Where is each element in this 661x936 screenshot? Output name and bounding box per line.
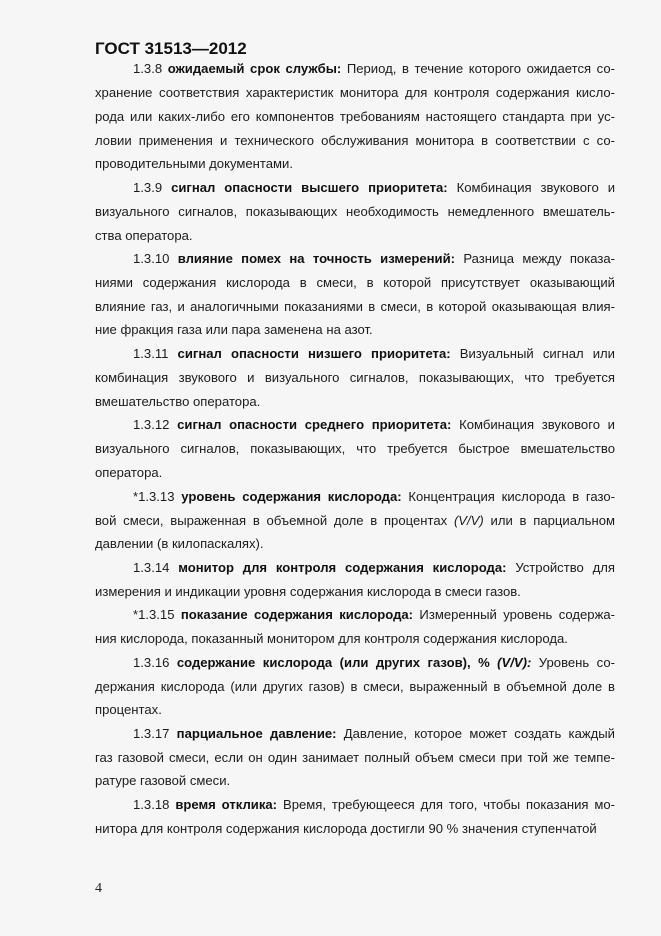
section-first-line [133,251,615,267]
section-first-line [133,797,615,813]
section-first-line [133,180,615,196]
section-text-line: комбинация звукового и визуального сигналов, показывающих, что требуется [95,370,615,385]
section-text-line: оператора. [95,465,163,480]
section-text-line: ние фракция газа или пара заменена на азот. [95,322,373,337]
section-number: 1.3.8 [133,61,163,76]
section-term: сигнал опасности среднего приоритета: [177,417,452,432]
section-number: 1.3.11 [133,346,169,361]
section-term: показание содержания кислорода: [180,607,414,622]
section-text-line: газ газовой смеси, если он один занимает полный объем смеси при той же темпе- [95,750,615,765]
section-term: влияние помех на точность измерений: [177,251,455,266]
section-number: 1.3.17 [133,726,170,741]
section-number: 1.3.9 [133,180,163,195]
section-number: *1.3.15 [133,607,175,622]
section-text-line: ниями содержания кислорода в смеси, в которой присутствует оказывающий [95,275,615,290]
section-text-line: хранение соответствия характеристик монитора для контроля содержания кисло- [95,85,615,100]
section-text: Измеренный уровень содержа- [419,607,615,622]
section-text: вой смеси, выраженная в объемной доле в процентах [95,513,448,528]
section-first-line [133,489,615,505]
section-term: уровень содержания кислорода: [181,489,402,504]
section-first-line [133,607,615,623]
section-text: Время, требующееся для того, чтобы показания мо- [282,797,616,812]
section-text: Период, в течение которого ожидается со- [346,61,615,76]
section-number: *1.3.13 [133,489,175,504]
section-text-line: давлении (в килопаскалях). [95,536,264,551]
section-text-line: визуального сигналов, показывающих, что требуется быстрое вмешательство [95,441,615,456]
section-text: Устройство для [515,560,616,575]
section-number: 1.3.14 [133,560,170,575]
section-text-line: ловии применения и технического обслуживания монитора в соответствии с со- [95,133,615,148]
section-term: сигнал опасности низшего приоритета: [177,346,451,361]
page-number: 4 [95,881,102,896]
section-number: 1.3.16 [133,655,170,670]
section-text: Давление, которое может создать каждый [343,726,615,741]
section-text: Комбинация звукового и [456,180,616,195]
section-text-line: процентах. [95,702,162,717]
section-term: парциальное давление: [176,726,337,741]
section-first-line [133,61,615,77]
page-header-standard-code: ГОСТ 31513—2012 [95,39,247,58]
section-text: Комбинация звукового и [459,417,615,432]
section-term: время отклика: [175,797,278,812]
section-text-line: измерения и индикации уровня содержания кислорода в смеси газов. [95,584,521,599]
section-text-line [95,513,615,529]
section-term: сигнал опасности высшего приоритета: [171,180,448,195]
section-text: Уровень со- [538,655,615,670]
section-text-line: нитора для контроля содержания кислорода достигли 90 % значения ступенчатой [95,821,597,836]
section-text-line: влияние газ, и аналогичными показаниями в смеси, в которой оказывающая влия- [95,299,615,314]
section-term: содержание кислорода (или других газов), % [176,655,490,670]
section-first-line [133,726,615,742]
section-text-line: вмешательство оператора. [95,394,261,409]
section-first-line [133,655,615,671]
section-text: Разница между показа- [463,251,615,266]
section-first-line [133,560,615,576]
section-number: 1.3.18 [133,797,170,812]
unit-fraction: (V/V) [453,513,484,528]
section-text-line: визуального сигналов, показывающих необходимость немедленного вмешатель- [95,204,615,219]
unit-fraction: (V/V): [497,655,532,670]
section-text-line: рода или каких-либо его компонентов требованиям настоящего стандарта при ус- [95,109,615,124]
section-text-line: ния кислорода, показанный монитором для контроля содержания кислорода. [95,631,568,646]
section-term: ожидаемый срок службы: [167,61,342,76]
section-first-line [133,346,615,362]
section-text-line: ратуре газовой смеси. [95,773,231,788]
section-text: Концентрация кислорода в газо- [408,489,616,504]
section-text: Визуальный сигнал или [459,346,616,361]
section-first-line [133,417,615,433]
section-text: или в парциальном [490,513,616,528]
section-text-line: держания кислорода (или других газов) в смеси, выраженный в объемной доле в [95,679,615,694]
section-text-line: ства оператора. [95,228,193,243]
section-number: 1.3.12 [133,417,170,432]
section-text-line: проводительными документами. [95,156,293,171]
section-term: монитор для контроля содержания кислорода: [178,560,507,575]
section-number: 1.3.10 [133,251,170,266]
